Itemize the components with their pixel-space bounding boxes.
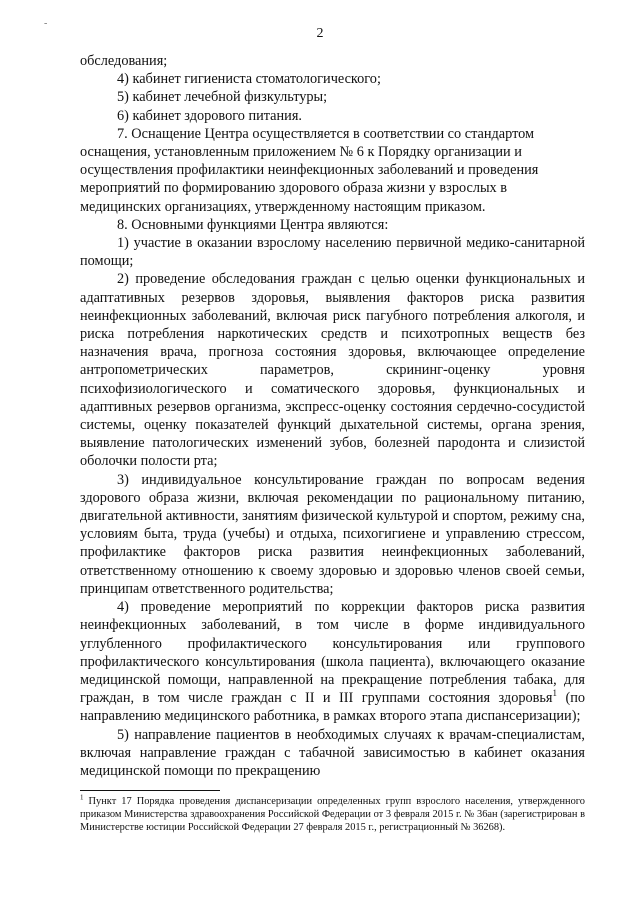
function-item-3: 3) индивидуальное консультирование граждан по вопросам ведения здорового образа жизни, включая рекомендации по рациональному питанию, двигательной активности, занятиям физической культурой и спортом, режиму сна, условиям быта, труда (учебы) и отдыха, психогигиене и управлению стрессом, профилактике факторов риска развития неинфекционных заболеваний, ответственному отношению к своему здоровью и здоровью членов своей семьи, принципам ответственного родительства; bbox=[80, 471, 586, 597]
function-item-4: 4) проведение мероприятий по коррекции факторов риска развития неинфекционных заболеваний, в том числе в форме индивидуального углубленного профилактического консультирования или группового профилактического консультирования (школа пациента), включающего оказание медицинской помощи, направленной на прекращение потребления табака, для граждан, в том числе граждан с II и III группами состояния здоровья$^1$ (по направлению медицинского работника, в рамках второго этапа диспансеризации); bbox=[80, 599, 586, 725]
page-number: 2 bbox=[316, 26, 324, 41]
list-item: 4) кабинет гигиениста стоматологического; bbox=[117, 71, 381, 88]
footnote bbox=[80, 795, 585, 834]
body-text bbox=[80, 52, 585, 780]
text-line: обследования; bbox=[80, 53, 168, 69]
footnote-divider bbox=[80, 790, 220, 791]
corner-mark: - bbox=[44, 18, 48, 29]
function-item-5: 5) направление пациентов в необходимых случаях к врачам-специалистам, включая направление граждан с табачной зависимостью в кабинет оказания медицинской помощи по прекращению bbox=[80, 726, 585, 779]
function-item-2: 2) проведение обследования граждан с целью оценки функциональных и адаптативных резервов здоровья, выявления факторов риска развития неинфекционных заболеваний, включая риск пагубного потребления алкоголя, и риска потребления наркотических средств и психотропных веществ без назначения врача, прогноза состояния здоровья, включающее определение антропометрических параметров, скрининг-оценку уровня психофизиологического и соматического здоровья, функциональных и адаптивных резервов организма, экспресс-оценку состояния сердечно-сосудистой системы, оценку показателей функций дыхательной системы, органа зрения, выявление патологических изменений зубов, болезней пародонта и слизистой оболочки полости рта; bbox=[80, 271, 585, 470]
list-item: 6) кабинет здорового питания. bbox=[117, 107, 302, 124]
paragraph-8-heading: 8. Основными функциями Центра являются: bbox=[117, 216, 389, 233]
list-item: 5) кабинет лечебной физкультуры; bbox=[117, 89, 328, 106]
paragraph-7: 7. Оснащение Центра осуществляется в соответствии со стандартом оснащения, установленным приложением № 6 к Порядку организации и осуществления профилактики неинфекционных заболеваний и проведения мероприятий по формированию здорового образа жизни у взрослых в медицинских организациях, утвержденному настоящим приказом. bbox=[80, 125, 539, 215]
function-item-1: 1) участие в оказании взрослому населению первичной медико-санитарной помощи; bbox=[80, 235, 585, 270]
footnote-marker: 1 bbox=[80, 793, 84, 802]
footnote-ref: 1 bbox=[552, 688, 558, 699]
footnote-text: Пункт 17 Порядка проведения диспансеризации определенных групп взрослого населения, утвержденного приказом Министерства здравоохранения Российской Федерации от 3 февраля 2015 г. № 36ан (зарегистрирован в Министерстве юстиции Российской Федерации 27 февраля 2015 г., регистрационный № 36268). bbox=[80, 796, 585, 833]
